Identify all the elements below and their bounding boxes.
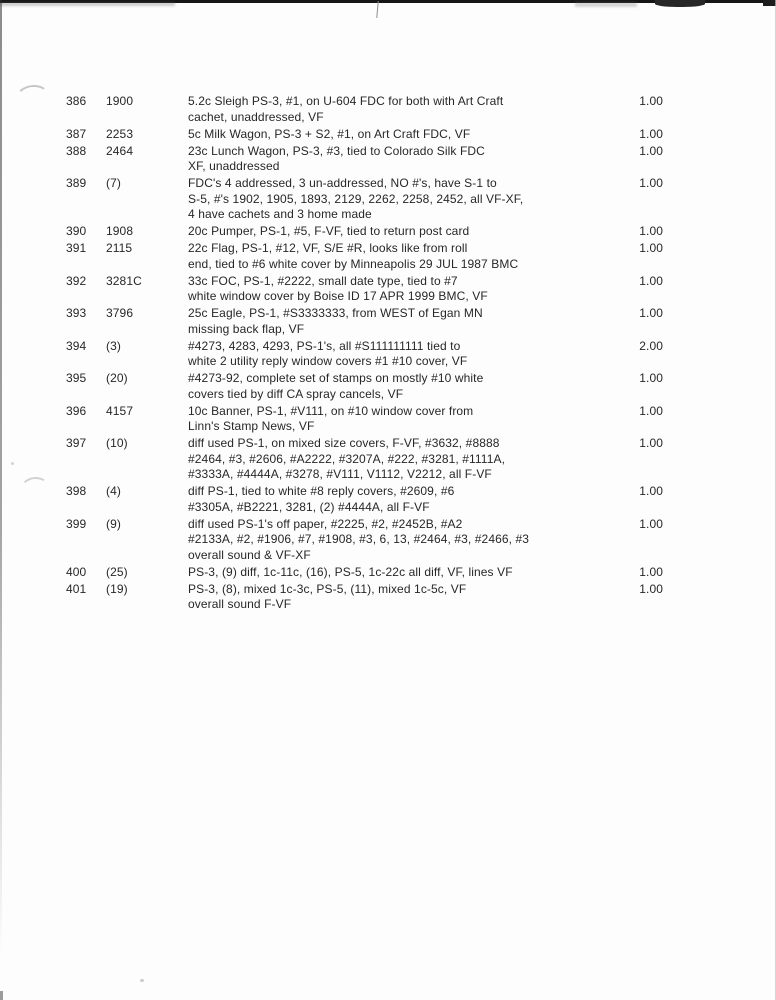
lot-number-cell: 397 [66, 436, 87, 450]
description-cell [188, 144, 638, 175]
description-line: Linn's Stamp News, VF [188, 419, 315, 433]
description-line: covers tied by diff CA spray cancels, VF [188, 386, 404, 401]
catalog-number-cell: (7) [106, 176, 121, 190]
description-line: 20c Pumper, PS-1, #5, F-VF, tied to return post card [188, 224, 470, 238]
price-cell: 2.00 [639, 338, 663, 353]
lot-row [0, 224, 776, 240]
description-cell [188, 517, 638, 564]
catalog-number-cell: (25) [106, 564, 128, 579]
description-line: #3333A, #4444A, #3278, #V111, V1112, V2212, all F-VF [188, 467, 492, 481]
catalog-number-cell: 3796 [106, 306, 134, 320]
price-cell: 1.00 [639, 306, 663, 320]
lot-number-cell: 392 [66, 273, 87, 288]
description-line: #2464, #3, #2606, #A2222, #3207A, #222, #3281, #1111A, [188, 451, 506, 466]
description-line: overall sound F-VF [188, 597, 292, 611]
description-line: S-5, #'s 1902, 1905, 1893, 2129, 2262, 2258, 2452, all VF-XF, [188, 191, 524, 206]
lot-number-cell: 386 [66, 94, 87, 108]
lot-number-cell: 389 [66, 176, 87, 190]
lot-number-cell: 400 [66, 564, 87, 579]
price-cell: 1.00 [639, 224, 663, 238]
catalog-number-cell: (4) [106, 484, 121, 498]
description-cell [188, 339, 638, 370]
lot-number-cell: 396 [66, 403, 87, 418]
description-line: missing back flap, VF [188, 321, 305, 336]
catalog-number-cell: 1900 [106, 94, 134, 108]
description-cell [188, 371, 638, 402]
catalog-number-cell: (9) [106, 516, 121, 531]
description-cell [188, 436, 638, 483]
lot-row [0, 127, 776, 143]
lot-row [0, 144, 776, 175]
description-cell [188, 582, 638, 613]
lot-row [0, 241, 776, 272]
description-line: 5.2c Sleigh PS-3, #1, on U-604 FDC for both with Art Craft [188, 94, 504, 108]
description-cell [188, 176, 638, 223]
description-cell [188, 484, 638, 515]
scan-artifact-top-blob [655, 0, 705, 7]
lot-row [0, 517, 776, 564]
lot-row [0, 371, 776, 402]
price-cell: 1.00 [639, 143, 663, 158]
price-cell: 1.00 [639, 436, 663, 450]
description-line: 33c FOC, PS-1, #2222, small date type, tied to #7 [188, 273, 458, 288]
scan-artifact-top-smudge-left [0, 2, 175, 6]
scan-artifact-top-smudge-mid [575, 2, 637, 7]
catalog-number-cell: 1908 [106, 224, 134, 238]
price-cell: 1.00 [639, 403, 663, 418]
description-line: 25c Eagle, PS-1, #S3333333, from WEST of Egan MN [188, 306, 483, 320]
description-line: diff used PS-1's off paper, #2225, #2, #2452B, #A2 [188, 516, 463, 531]
scan-artifact-corner-bottom-left [0, 991, 3, 1000]
description-line: diff PS-1, tied to white #8 reply covers, #2609, #6 [188, 484, 455, 498]
price-cell: 1.00 [639, 581, 663, 596]
description-line: PS-3, (9) diff, 1c-11c, (16), PS-5, 1c-22c all diff, VF, lines VF [188, 564, 513, 579]
description-line: 22c Flag, PS-1, #12, VF, S/E #R, looks like from roll [188, 241, 468, 255]
lot-row [0, 436, 776, 483]
lot-number-cell: 401 [66, 581, 87, 596]
catalog-number-cell: (20) [106, 371, 128, 385]
lot-number-cell: 390 [66, 224, 87, 238]
description-cell [188, 274, 638, 305]
price-cell: 1.00 [639, 94, 663, 108]
price-cell: 1.00 [639, 484, 663, 498]
description-line: #4273-92, complete set of stamps on mostly #10 white [188, 371, 484, 385]
description-cell [188, 306, 638, 337]
catalog-number-cell: (19) [106, 581, 128, 596]
lot-row [0, 339, 776, 370]
description-line: cachet, unaddressed, VF [188, 109, 324, 124]
price-cell: 1.00 [639, 126, 663, 141]
price-cell: 1.00 [639, 564, 663, 579]
lot-number-cell: 399 [66, 516, 87, 531]
lot-row [0, 565, 776, 581]
scan-artifact-hair-mark [376, 1, 378, 18]
catalog-number-cell: (3) [106, 338, 121, 353]
catalog-number-cell: 4157 [106, 403, 134, 418]
description-line: white window cover by Boise ID 17 APR 1999 BMC, VF [188, 289, 488, 303]
description-line: white 2 utility reply window covers #1 #10 cover, VF [188, 354, 468, 368]
description-line: overall sound & VF-XF [188, 547, 311, 562]
description-line: XF, unaddressed [188, 159, 280, 173]
description-cell [188, 224, 638, 240]
description-line: #3305A, #B2221, 3281, (2) #4444A, all F-VF [188, 499, 430, 514]
lot-number-cell: 394 [66, 338, 87, 353]
lot-number-cell: 387 [66, 126, 87, 141]
description-cell [188, 127, 638, 143]
description-line: PS-3, (8), mixed 1c-3c, PS-5, (11), mixed 1c-5c, VF [188, 581, 467, 596]
lot-row [0, 176, 776, 223]
description-line: 10c Banner, PS-1, #V111, on #10 window cover from [188, 403, 474, 418]
description-cell [188, 565, 638, 581]
description-line: #2133A, #2, #1906, #7, #1908, #3, 6, 13, #2464, #3, #2466, #3 [188, 532, 530, 546]
price-cell: 1.00 [639, 516, 663, 531]
price-cell: 1.00 [639, 241, 663, 255]
lot-row [0, 484, 776, 515]
catalog-number-cell: 2115 [106, 241, 133, 255]
lot-number-cell: 398 [66, 484, 87, 498]
lot-number-cell: 395 [66, 371, 87, 385]
lot-number-cell: 391 [66, 241, 87, 255]
catalog-number-cell: 3281C [106, 273, 142, 288]
price-cell: 1.00 [639, 273, 663, 288]
scan-artifact-speck [140, 979, 144, 982]
description-line: diff used PS-1, on mixed size covers, F-VF, #3632, #8888 [188, 436, 500, 450]
lot-row [0, 582, 776, 613]
lot-row [0, 404, 776, 435]
catalog-number-cell: 2253 [106, 126, 134, 141]
description-line: 23c Lunch Wagon, PS-3, #3, tied to Colorado Silk FDC [188, 143, 485, 158]
description-line: 4 have cachets and 3 home made [188, 207, 372, 221]
price-cell: 1.00 [639, 371, 663, 385]
description-cell [188, 404, 638, 435]
description-line: 5c Milk Wagon, PS-3 + S2, #1, on Art Craft FDC, VF [188, 126, 471, 141]
lot-listing-table [0, 94, 776, 614]
catalog-number-cell: 2464 [106, 143, 134, 158]
description-cell [188, 241, 638, 272]
description-line: #4273, 4283, 4293, PS-1's, all #S111111111 tied to [188, 338, 461, 353]
price-cell: 1.00 [639, 176, 663, 190]
lot-number-cell: 388 [66, 143, 87, 158]
lot-row [0, 274, 776, 305]
description-cell [188, 94, 638, 125]
lot-row [0, 94, 776, 125]
description-line: end, tied to #6 white cover by Minneapolis 29 JUL 1987 BMC [188, 256, 519, 271]
catalog-number-cell: (10) [106, 436, 128, 450]
lot-number-cell: 393 [66, 306, 87, 320]
lot-row [0, 306, 776, 337]
description-line: FDC's 4 addressed, 3 un-addressed, NO #'s, have S-1 to [188, 176, 497, 190]
